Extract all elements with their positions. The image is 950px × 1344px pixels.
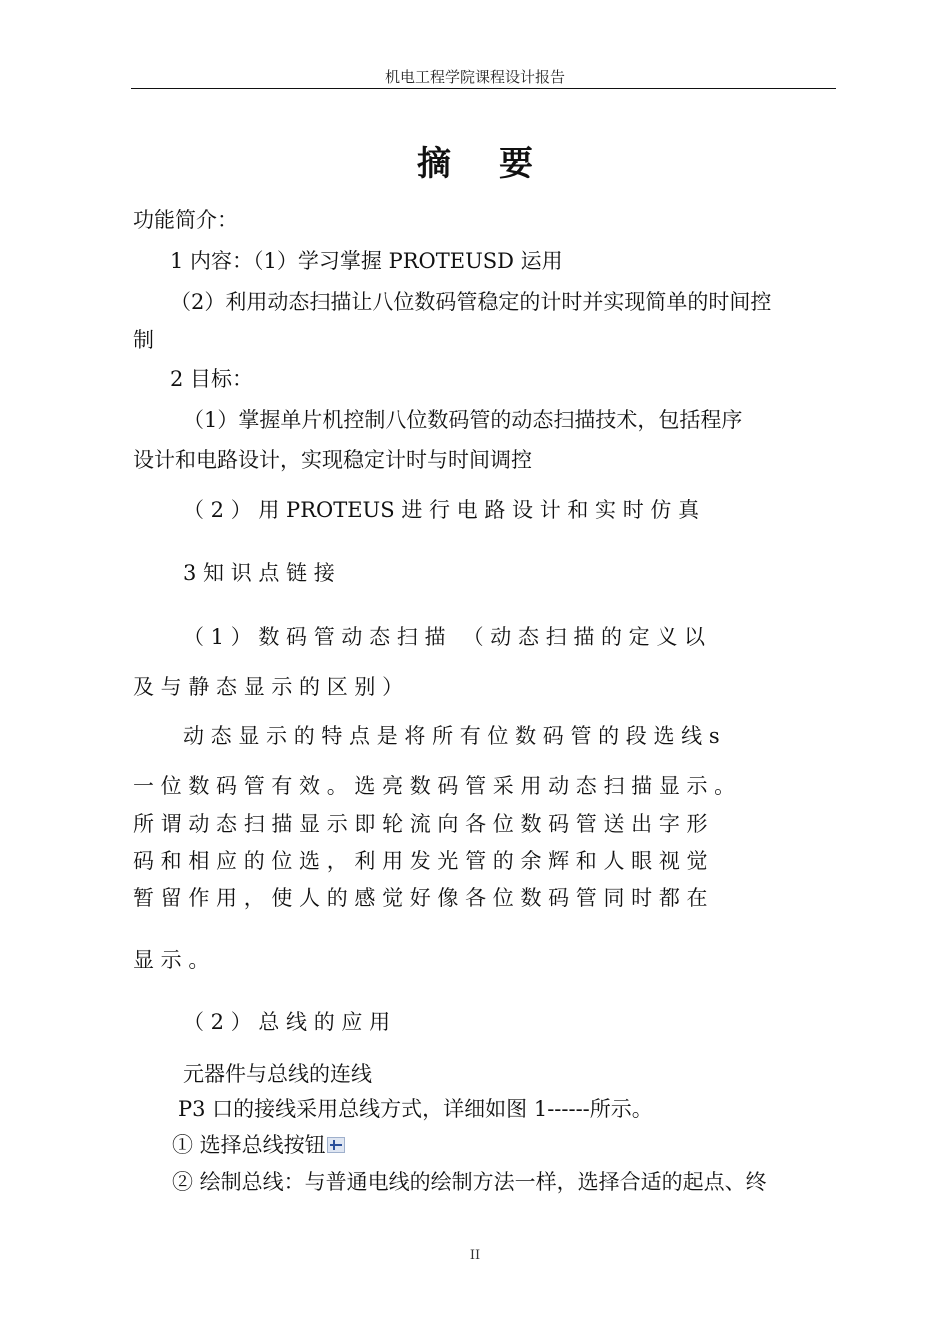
knowledge-heading: 3 知 识 点 链 接	[183, 561, 335, 585]
bus-tool-icon	[327, 1137, 345, 1153]
k1-paragraph-line1: 动 态 显 示 的 特 点 是 将 所 有 位 数 码 管 的 段 选 线 s	[183, 724, 720, 748]
k1-paragraph-line2: 一 位 数 码 管 有 效 。 选 亮 数 码 管 采 用 动 态 扫 描 显 示 。	[133, 774, 736, 798]
goal-heading: 2 目标：	[170, 367, 254, 391]
k1-paragraph-line4: 码 和 相 应 的 位 选 ， 利 用 发 光 管 的 余 辉 和 人 眼 视 觉	[133, 849, 708, 873]
k1-paragraph-line3: 所 谓 动 态 扫 描 显 示 即 轮 流 向 各 位 数 码 管 送 出 字 形	[133, 812, 708, 836]
bus-step1	[172, 1133, 345, 1158]
goal-item1-line1: （1）掌握单片机控制八位数码管的动态扫描技术，包括程序	[183, 408, 743, 432]
k1-line2: 及 与 静 态 显 示 的 区 别 ）	[133, 675, 404, 699]
k1-line1: （ 1 ） 数 码 管 动 态 扫 描 （ 动 态 扫 描 的 定 义 以	[183, 625, 706, 649]
intro-label: 功能简介：	[133, 208, 238, 232]
running-header: 机电工程学院课程设计报告	[384, 68, 565, 86]
content-item2-line1: （2）利用动态扫描让八位数码管稳定的计时并实现简单的时间控	[170, 290, 772, 314]
header-rule	[131, 88, 836, 89]
k1-paragraph-line6: 显 示 。	[133, 948, 210, 972]
bus-line2: P3 口的接线采用总线方式，详细如图 1------所示。	[178, 1097, 653, 1121]
bus-step1-text: ① 选择总线按钮	[172, 1133, 326, 1157]
k2-heading: （ 2 ） 总 线 的 应 用	[183, 1010, 391, 1034]
k1-paragraph-line5: 暂 留 作 用 ， 使 人 的 感 觉 好 像 各 位 数 码 管 同 时 都 在	[133, 886, 708, 910]
goal-item2: （ 2 ） 用 PROTEUS 进 行 电 路 设 计 和 实 时 仿 真	[183, 498, 700, 522]
page-title: 摘要	[417, 144, 581, 184]
page-number: II	[469, 1248, 481, 1263]
goal-item1-line2: 设计和电路设计，实现稳定计时与时间调控	[133, 448, 532, 472]
bus-step2: ② 绘制总线：与普通电线的绘制方法一样，选择合适的起点、终	[172, 1170, 767, 1194]
content-item2-line2: 制	[133, 328, 154, 352]
bus-line1: 元器件与总线的连线	[183, 1062, 372, 1086]
content-heading: 1 内容：（1）学习掌握 PROTEUSD 运用	[170, 249, 563, 273]
